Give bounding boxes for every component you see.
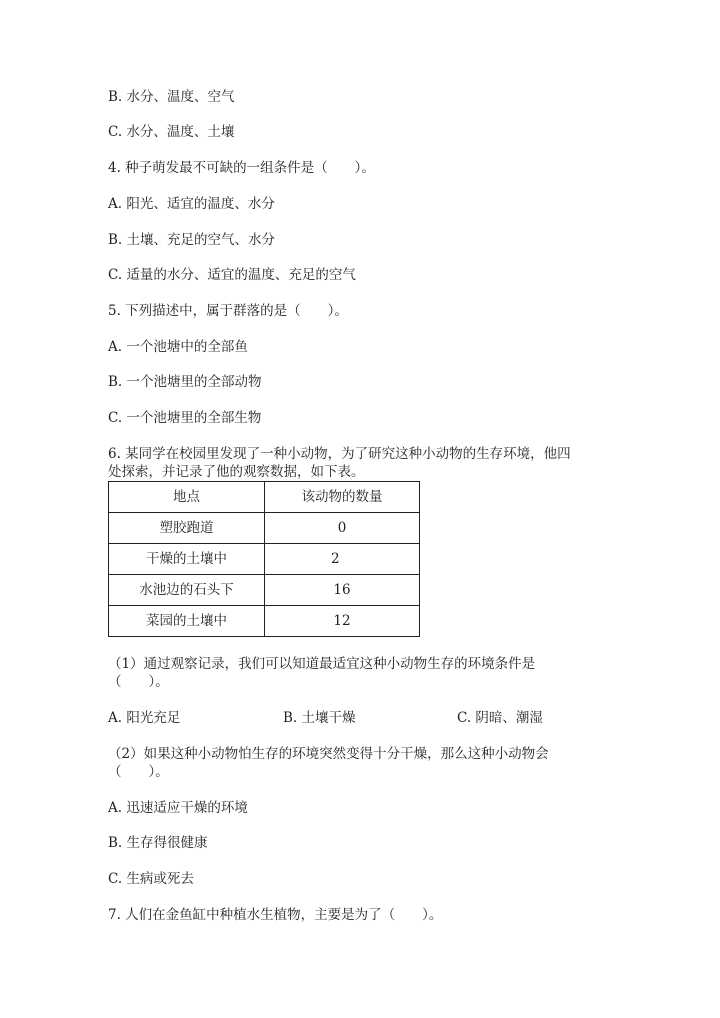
observation-table: [108, 481, 420, 637]
q7-stem: 7. 人们在金鱼缸中种植水生植物，主要是为了（ ）。: [108, 907, 443, 923]
table-cell-count: 0: [265, 513, 420, 544]
q5-stem: 5. 下列描述中，属于群落的是（ ）。: [108, 303, 348, 319]
q6-stem-line1: 6. 某同学在校园里发现了一种小动物，为了研究这种小动物的生存环境，他四: [108, 446, 571, 462]
q6-sub2-line2: （ ）。: [108, 764, 169, 780]
q6-sub1-option-a: A. 阳光充足: [108, 710, 181, 726]
table-cell-count: 16: [265, 575, 420, 606]
q4-option-c: C. 适量的水分、适宜的温度、充足的空气: [108, 267, 356, 283]
table-row: [109, 513, 420, 544]
table-cell-location: 干燥的土壤中: [109, 544, 265, 575]
q3-option-b: B. 水分、温度、空气: [108, 89, 235, 105]
table-row: [109, 544, 420, 575]
q5-option-a: A. 一个池塘中的全部鱼: [108, 339, 248, 355]
q6-sub2-option-a: A. 迅速适应干燥的环境: [108, 800, 248, 816]
q3-option-c: C. 水分、温度、土壤: [108, 124, 235, 140]
q6-sub2-line1: （2）如果这种小动物怕生存的环境突然变得十分干燥，那么这种小动物会: [108, 746, 549, 762]
table-cell-count: 12: [265, 606, 420, 637]
q6-sub2-option-b: B. 生存得很健康: [108, 835, 208, 851]
q6-sub1-option-b: B. 土壤干燥: [283, 710, 356, 726]
q6-sub1-line2: （ ）。: [108, 674, 169, 690]
q4-option-b: B. 土壤、充足的空气、水分: [108, 232, 276, 248]
table-row: [109, 575, 420, 606]
table-cell-location: 水池边的石头下: [109, 575, 265, 606]
q5-option-b: B. 一个池塘里的全部动物: [108, 374, 262, 390]
q6-sub1-line1: （1）通过观察记录，我们可以知道最适宜这种小动物生存的环境条件是: [108, 656, 536, 672]
table-header-location: 地点: [109, 482, 265, 513]
table-cell-count: 2: [265, 544, 420, 575]
q6-sub2-option-c: C. 生病或死去: [108, 871, 194, 887]
table-header-row: [109, 482, 420, 513]
q5-option-c: C. 一个池塘里的全部生物: [108, 410, 262, 426]
table-header-count: 该动物的数量: [265, 482, 420, 513]
q6-stem-line2: 处探索，并记录了他的观察数据，如下表。: [108, 464, 365, 480]
table-cell-location: 塑胶跑道: [109, 513, 265, 544]
table-row: [109, 606, 420, 637]
q4-stem: 4. 种子萌发最不可缺的一组条件是（ ）。: [108, 160, 375, 176]
table-cell-location: 菜园的土壤中: [109, 606, 265, 637]
q6-sub1-option-c: C. 阴暗、潮湿: [457, 710, 543, 726]
q4-option-a: A. 阳光、适宜的温度、水分: [108, 196, 275, 212]
